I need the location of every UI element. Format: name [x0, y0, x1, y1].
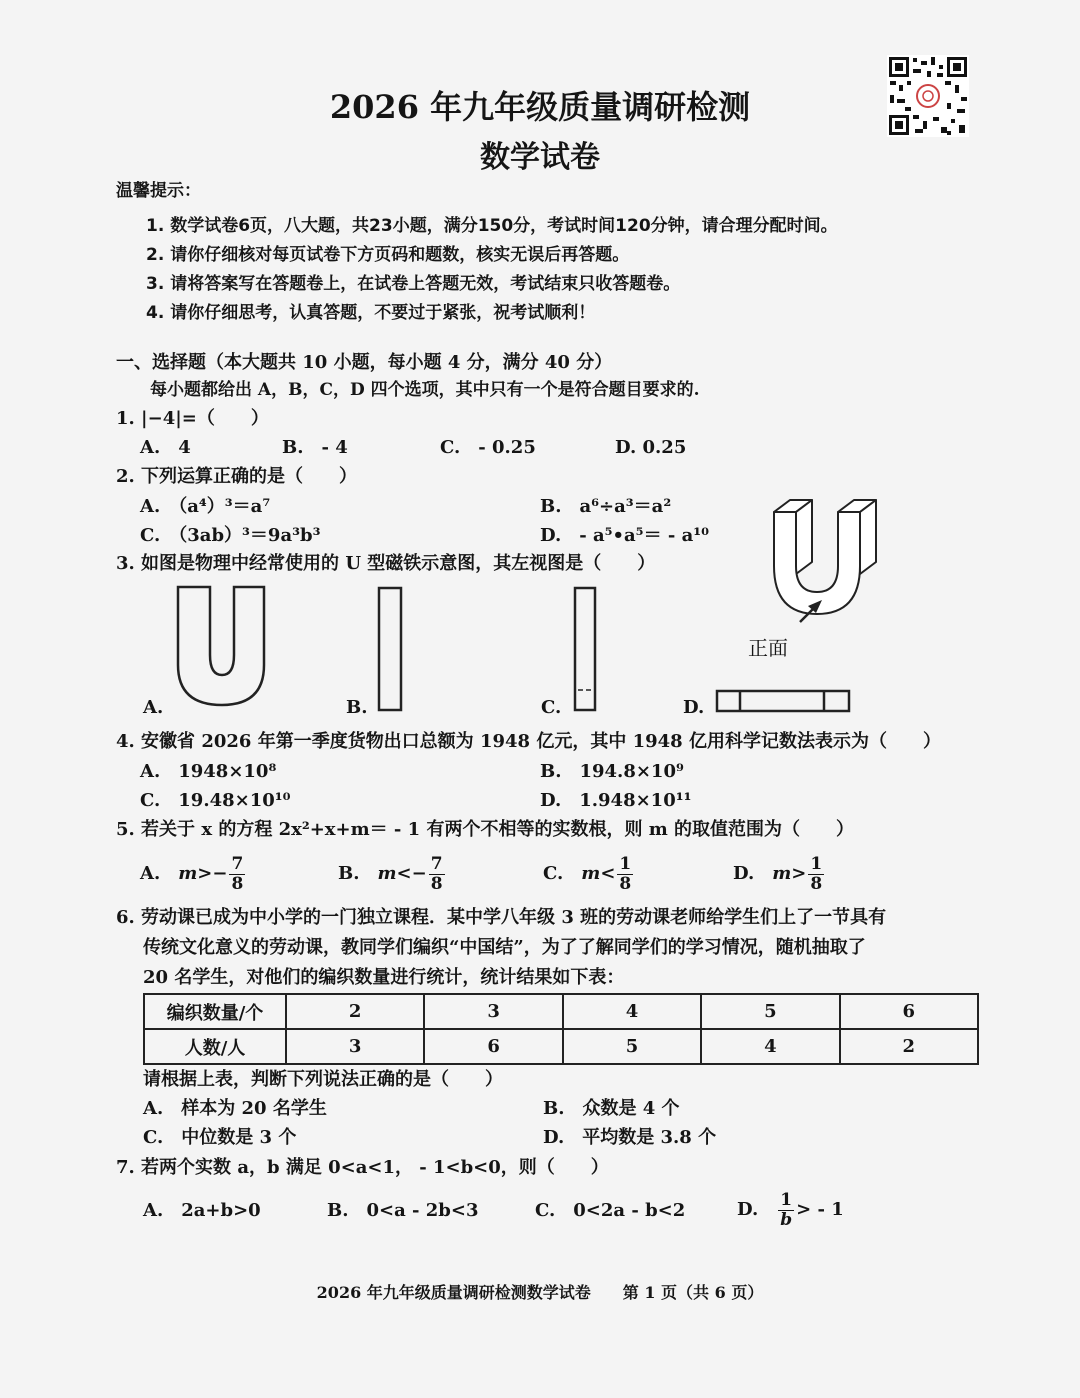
table-cell: 2 [840, 1029, 978, 1064]
table-cell: 6 [840, 994, 978, 1029]
tip-item: 3. 请将答案写在答题卷上，在试卷上答题无效，考试结束只收答题卷。 [146, 274, 681, 294]
q2-option-a: A. （a⁴）³＝a⁷ [140, 496, 271, 517]
q6-question: 请根据上表，判断下列说法正确的是（ ） [143, 1069, 503, 1090]
u-magnet-figure [760, 470, 890, 640]
q3-figure-d [714, 688, 852, 714]
table-cell: 5 [563, 1029, 701, 1064]
q5-option-a: A. m>− $\frac{7}{8}$ [140, 853, 244, 894]
page-subtitle: 数学试卷 [480, 140, 600, 175]
q3-figure-b [375, 585, 405, 713]
table-cell: 2 [286, 994, 424, 1029]
page-title: 2026 年九年级质量调研检测 [329, 88, 751, 126]
q2-option-b: B. a⁶÷a³＝a² [540, 496, 672, 517]
q2-stem: 2. 下列运算正确的是（ ） [116, 466, 358, 487]
table-cell: 4 [701, 1029, 839, 1064]
q6-option-c: C. 中位数是 3 个 [143, 1127, 297, 1148]
tip-item: 2. 请你仔细核对每页试卷下方页码和题数，核实无误后再答题。 [146, 245, 630, 265]
q3-option-c: C. [541, 697, 562, 718]
q1-option-b: B. - 4 [282, 437, 348, 458]
section-heading: 一、选择题（本大题共 10 小题，每小题 4 分，满分 40 分） [116, 352, 613, 373]
q7-option-d: D. $\frac{1}{b}$ > - 1 [737, 1189, 844, 1230]
front-label: 正面 [748, 636, 788, 660]
tip-item: 1. 数学试卷6页，八大题，共23小题，满分150分，考试时间120分钟，请合理分配时间。 [146, 216, 838, 236]
table-cell: 5 [701, 994, 839, 1029]
q3-figure-c [572, 585, 598, 713]
q4-stem: 4. 安徽省 2026 年第一季度货物出口总额为 1948 亿元，其中 1948 亿用科学记数法表示为（ ） [116, 731, 941, 752]
q5-option-d: D. m> $\frac{1}{8}$ [733, 853, 823, 894]
q6-text-line: 传统文化意义的劳动课，教同学们编织“中国结”，为了了解同学们的学习情况，随机抽取了 [143, 937, 866, 958]
section-instruction: 每小题都给出 A，B，C，D 四个选项，其中只有一个是符合题目要求的. [150, 380, 700, 400]
q1-stem: 1. |−4|=（ ） [116, 408, 269, 429]
q3-option-d: D. [683, 697, 705, 718]
tips-heading: 温馨提示： [116, 181, 201, 201]
row-header: 编织数量/个 [144, 994, 286, 1029]
q6-text-line: 20 名学生，对他们的编织数量进行统计，统计结果如下表： [143, 967, 625, 988]
q3-option-b: B. [346, 697, 368, 718]
q4-option-a: A. 1948×10⁸ [140, 761, 277, 782]
table-cell: 4 [563, 994, 701, 1029]
tip-item: 4. 请你仔细思考，认真答题，不要过于紧张，祝考试顺利！ [146, 303, 596, 323]
q5-option-b: B. m<− $\frac{7}{8}$ [338, 853, 443, 894]
q1-option-c: C. - 0.25 [440, 437, 536, 458]
q7-option-a: A. 2a+b>0 [143, 1200, 261, 1221]
q2-option-c: C. （3ab）³＝9a³b³ [140, 525, 321, 546]
table-row [144, 1029, 978, 1064]
row-header: 人数/人 [144, 1029, 286, 1064]
q1-option-a: A. 4 [140, 437, 191, 458]
stats-table [143, 993, 979, 1065]
page-footer: 2026 年九年级质量调研检测数学试卷 第 1 页（共 6 页） [316, 1283, 764, 1302]
q6-option-a: A. 样本为 20 名学生 [143, 1098, 327, 1119]
q6-text-line: 6. 劳动课已成为中小学的一门独立课程．某中学八年级 3 班的劳动课老师给学生们上了一节具有 [116, 907, 887, 928]
q6-option-d: D. 平均数是 3.8 个 [543, 1127, 717, 1148]
q6-option-b: B. 众数是 4 个 [543, 1098, 680, 1119]
table-cell: 3 [424, 994, 562, 1029]
q7-option-c: C. 0<2a - b<2 [535, 1200, 686, 1221]
q4-option-d: D. 1.948×10¹¹ [540, 790, 692, 811]
q7-stem: 7. 若两个实数 a，b 满足 0<a<1， - 1<b<0，则（ ） [116, 1157, 609, 1178]
table-cell: 6 [424, 1029, 562, 1064]
table-row [144, 994, 978, 1029]
q2-option-d: D. - a⁵•a⁵＝ - a¹⁰ [540, 525, 710, 546]
q3-option-a: A. [143, 697, 164, 718]
table-cell: 3 [286, 1029, 424, 1064]
q5-option-c: C. m< $\frac{1}{8}$ [543, 853, 632, 894]
q7-option-b: B. 0<a - 2b<3 [327, 1200, 479, 1221]
q3-figure-a [170, 585, 270, 710]
q5-stem: 5. 若关于 x 的方程 2x²+x+m＝ - 1 有两个不相等的实数根，则 m 的取值范围为（ ） [116, 819, 855, 840]
q1-option-d: D. 0.25 [615, 437, 687, 458]
q4-option-c: C. 19.48×10¹⁰ [140, 790, 291, 811]
q4-option-b: B. 194.8×10⁹ [540, 761, 684, 782]
q3-stem: 3. 如图是物理中经常使用的 U 型磁铁示意图，其左视图是（ ） [116, 553, 656, 574]
